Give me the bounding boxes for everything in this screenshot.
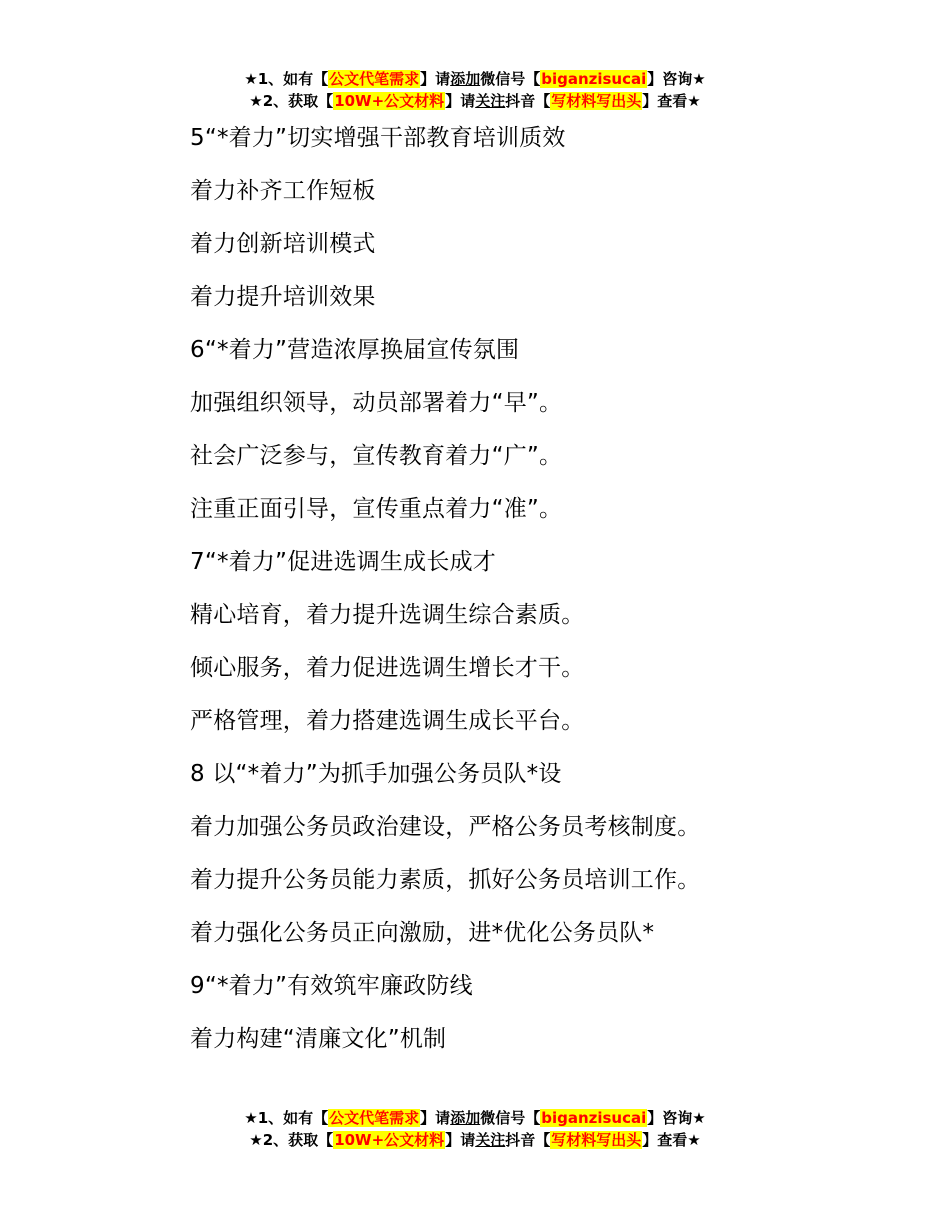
banner-text: ★1、如有【: [244, 70, 329, 88]
document-body: [190, 118, 910, 1072]
section-heading: 6“*着力”营造浓厚换届宣传氛围: [190, 337, 520, 363]
body-paragraph: 加强组织领导，动员部署着力“早”。: [190, 390, 563, 416]
body-paragraph: 注重正面引导，宣传重点着力“准”。: [190, 496, 563, 522]
banner-text: ★1、如有【: [244, 1109, 329, 1127]
banner-underlined: 关注: [475, 92, 506, 110]
banner-highlight: 公文代笔需求: [329, 1109, 420, 1127]
body-paragraph: 着力提升培训效果: [190, 284, 376, 310]
banner-text: 】查看★: [642, 92, 701, 110]
header-banner: [0, 68, 950, 112]
banner-highlight: biganzisucai: [541, 1109, 647, 1127]
body-paragraph: 着力提升公务员能力素质，抓好公务员培训工作。: [190, 867, 701, 893]
banner-text: 】咨询★: [647, 1109, 706, 1127]
section-heading: 7“*着力”促进选调生成长成才: [190, 549, 496, 575]
body-paragraph: 严格管理，着力搭建选调生成长平台。: [190, 708, 585, 734]
banner-text: 微信号【: [480, 1109, 541, 1127]
banner-underlined: 关注: [475, 1131, 506, 1149]
banner-highlight: biganzisucai: [541, 70, 647, 88]
banner-text: ★2、获取【: [249, 1131, 334, 1149]
banner-text: 微信号【: [480, 70, 541, 88]
section-heading: 5“*着力”切实增强干部教育培训质效: [190, 125, 566, 151]
body-paragraph: 着力加强公务员政治建设，严格公务员考核制度。: [190, 814, 701, 840]
banner-text: 抖音【: [505, 1131, 551, 1149]
banner-text: 】请: [420, 1109, 451, 1127]
banner-text: 】请: [445, 1131, 476, 1149]
banner-text: 】请: [445, 92, 476, 110]
banner-text: 】咨询★: [647, 70, 706, 88]
banner-underlined: 添加: [450, 1109, 481, 1127]
banner-text: 抖音【: [505, 92, 551, 110]
banner-highlight: 写材料写出头: [551, 1131, 642, 1149]
body-paragraph: 精心培育，着力提升选调生综合素质。: [190, 602, 585, 628]
body-paragraph: 社会广泛参与，宣传教育着力“广”。: [190, 443, 563, 469]
body-paragraph: 倾心服务，着力促进选调生增长才干。: [190, 655, 585, 681]
body-paragraph: 着力构建“清廉文化”机制: [190, 1026, 447, 1052]
banner-line-2: [0, 90, 950, 112]
banner-highlight: 写材料写出头: [551, 92, 642, 110]
body-paragraph: 着力创新培训模式: [190, 231, 376, 257]
banner-underlined: 添加: [450, 70, 481, 88]
banner-line-2: [0, 1129, 950, 1151]
banner-line-1: [0, 1107, 950, 1129]
banner-line-1: [0, 68, 950, 90]
section-heading: 9“*着力”有效筑牢廉政防线: [190, 973, 473, 999]
banner-text: 】请: [420, 70, 451, 88]
body-paragraph: 着力强化公务员正向激励，进*优化公务员队*: [190, 920, 655, 946]
banner-text: 】查看★: [642, 1131, 701, 1149]
footer-banner: [0, 1107, 950, 1151]
banner-highlight: 公文代笔需求: [329, 70, 420, 88]
section-heading: 8 以“*着力”为抓手加强公务员队*设: [190, 761, 562, 787]
banner-highlight: 10W+公文材料: [334, 1131, 445, 1149]
banner-highlight: 10W+公文材料: [334, 92, 445, 110]
body-paragraph: 着力补齐工作短板: [190, 178, 376, 204]
banner-text: ★2、获取【: [249, 92, 334, 110]
